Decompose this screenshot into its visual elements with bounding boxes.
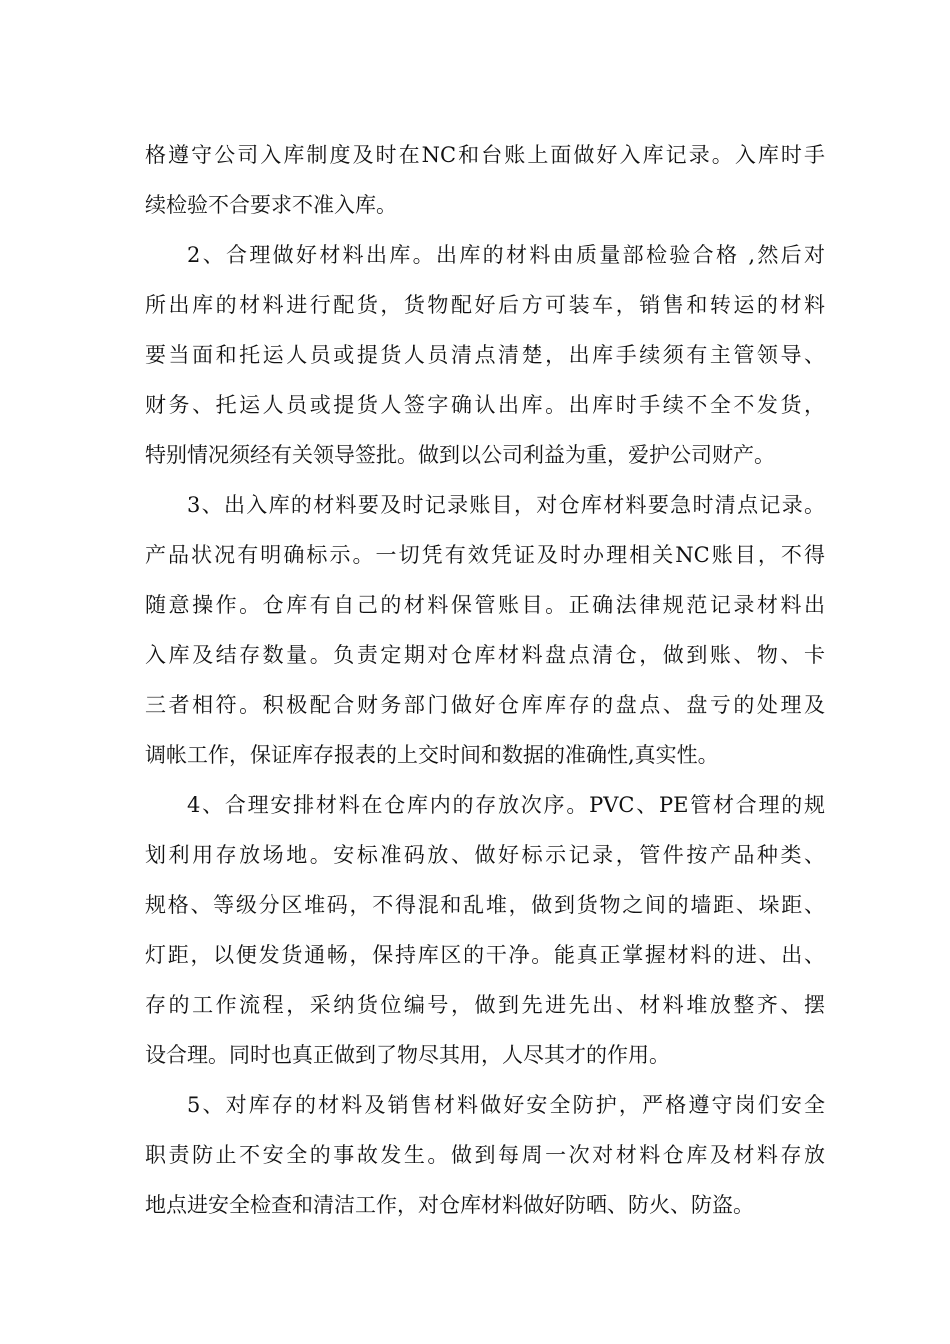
text-line: 地点进安全检查和清洁工作，对仓库材料做好防晒、防火、防盗。 xyxy=(145,1193,754,1217)
text-line: 续检验不合要求不准入库。 xyxy=(145,193,397,217)
paragraph-storage-order xyxy=(145,780,825,1080)
text-line: 灯距，以便发货通畅，保持库区的干净。能真正掌握材料的进、出、 xyxy=(145,943,825,967)
text-line: 4、合理安排材料在仓库内的存放次序。PVC、PE管材合理的规 xyxy=(187,793,825,817)
text-line: 划利用存放场地。安标准码放、做好标示记录，管件按产品种类、 xyxy=(145,843,825,867)
text-line: 财务、托运人员或提货人签字确认出库。出库时手续不全不发货， xyxy=(145,393,825,417)
text-line: 职责防止不安全的事故发生。做到每周一次对材料仓库及材料存放 xyxy=(145,1143,825,1167)
text-line: 调帐工作，保证库存报表的上交时间和数据的准确性,真实性。 xyxy=(145,743,719,767)
paragraph-continuation xyxy=(145,130,825,230)
paragraph-material-outbound xyxy=(145,230,825,480)
text-line: 规格、等级分区堆码，不得混和乱堆，做到货物之间的墙距、垛距、 xyxy=(145,893,825,917)
text-line: 要当面和托运人员或提货人员清点清楚，出库手续须有主管领导、 xyxy=(145,343,825,367)
text-line: 格遵守公司入库制度及时在NC和台账上面做好入库记录。入库时手 xyxy=(145,143,825,167)
text-line: 入库及结存数量。负责定期对仓库材料盘点清仓，做到账、物、卡 xyxy=(145,643,825,667)
paragraph-safety-protection xyxy=(145,1080,825,1230)
text-line: 3、出入库的材料要及时记录账目，对仓库材料要急时清点记录。 xyxy=(187,493,825,517)
text-line: 2、合理做好材料出库。出库的材料由质量部检验合格 ,然后对 xyxy=(187,243,825,267)
text-line: 特别情况须经有关领导签批。做到以公司利益为重，爱护公司财产。 xyxy=(145,443,775,467)
text-line: 产品状况有明确标示。一切凭有效凭证及时办理相关NC账目，不得 xyxy=(145,543,825,567)
document-body xyxy=(145,130,825,1230)
text-line: 三者相符。积极配合财务部门做好仓库库存的盘点、盘亏的处理及 xyxy=(145,693,825,717)
text-line: 5、对库存的材料及销售材料做好安全防护，严格遵守岗们安全 xyxy=(187,1093,825,1117)
paragraph-record-accounts xyxy=(145,480,825,780)
text-line: 存的工作流程，采纳货位编号，做到先进先出、材料堆放整齐、摆 xyxy=(145,993,825,1017)
text-line: 所出库的材料进行配货，货物配好后方可装车，销售和转运的材料 xyxy=(145,293,825,317)
text-line: 设合理。同时也真正做到了物尽其用，人尽其才的作用。 xyxy=(145,1043,670,1067)
text-line: 随意操作。仓库有自己的材料保管账目。正确法律规范记录材料出 xyxy=(145,593,825,617)
